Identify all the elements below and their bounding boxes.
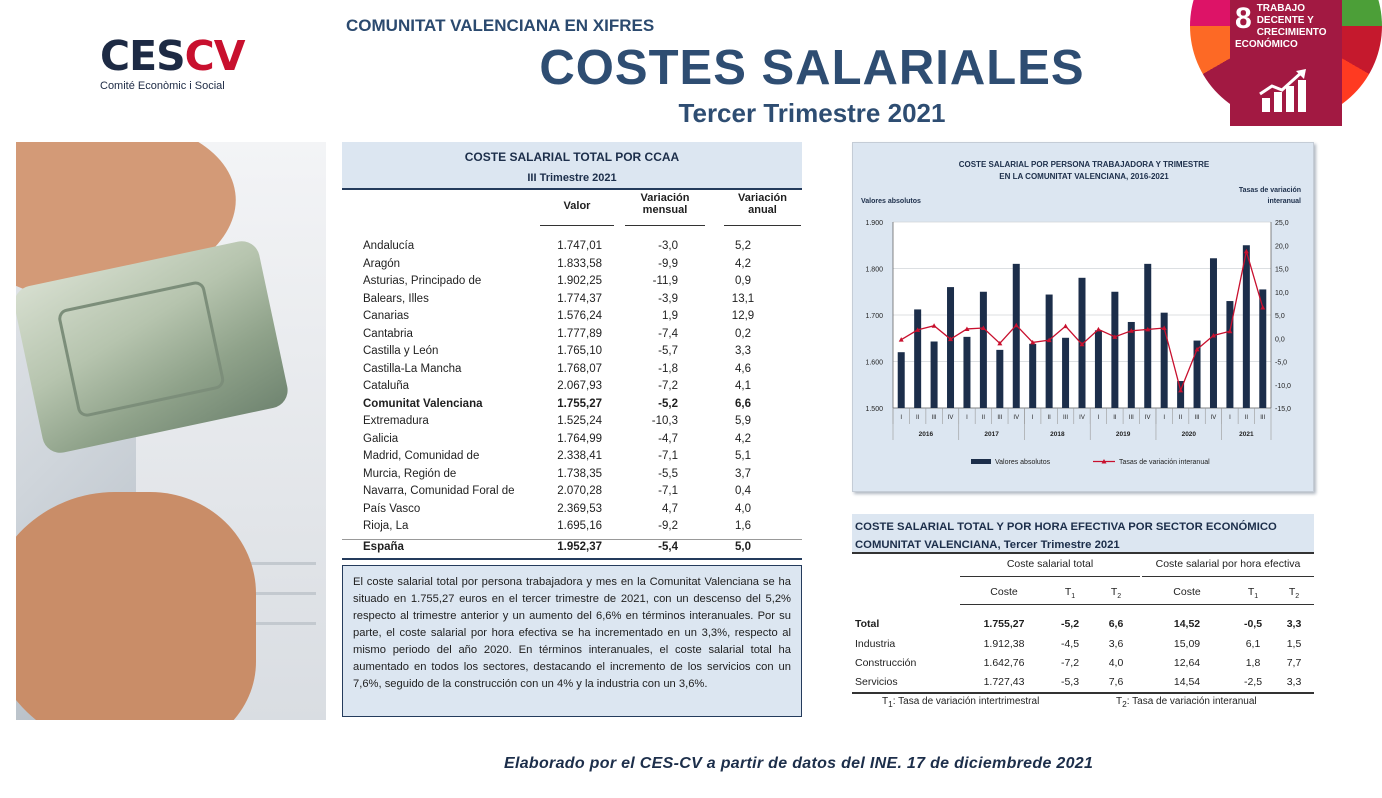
row-valor: 1.833,58 [557,257,602,270]
group-coste-hora: Coste salarial por hora efectiva [1155,558,1301,570]
x-tick-label: IV [947,415,954,421]
sector-row-t2-hora: 1,5 [1286,638,1302,650]
row-valor: 1.768,07 [557,362,602,375]
group2-rule [1142,576,1314,577]
col-t2 [1274,586,1314,600]
sector-row-coste-hora: 14,52 [1173,618,1201,630]
ces-cv-logo [100,32,245,104]
row-name: Galicia [363,432,399,445]
col-t1 [1232,586,1274,600]
x-tick-label: III [1194,415,1200,421]
col-t-letter: T [1247,586,1255,598]
row-anual: 12,9 [731,310,755,322]
x-tick-label: I [966,415,968,421]
ccaa-row [342,398,802,416]
bar [898,352,905,408]
row-valor: 1.902,25 [557,275,602,287]
row-mensual: -3,9 [658,292,678,305]
bar [1046,295,1053,408]
x-tick-label: III [1128,415,1134,421]
year-label: 2021 [1239,431,1254,438]
chart-svg [853,143,1315,493]
chart-ylabel-right: Tasas de variación [1238,187,1301,194]
x-tick-label: II [1047,415,1051,421]
sector-row-coste-hora: 14,54 [1173,676,1201,688]
sector-title-line2: COMUNITAT VALENCIANA, Tercer Trimestre 2021 [855,539,1120,551]
row-name: España [363,541,404,553]
row-mensual: -7,1 [658,485,678,497]
y2-tick-label: -5,0 [1275,359,1288,367]
sdg-goal-box [1230,0,1342,126]
sector-row-t1: -5,2 [1060,618,1080,630]
ccaa-total-row [342,539,802,559]
sector-row-t2-hora: 3,3 [1286,618,1302,630]
year-label: 2018 [1050,431,1065,438]
col-t-sub: 2 [1117,593,1122,601]
salary-chart [852,142,1314,492]
group1-rule [960,576,1140,577]
year-label: 2020 [1181,431,1197,438]
page-subtitle: Tercer Trimestre 2021 [678,98,946,128]
bar [980,292,987,408]
y2-tick-label: 0,0 [1275,336,1285,344]
row-name: Canarias [363,310,410,322]
row-valor: 2.067,93 [557,380,602,392]
row-anual: 1,6 [735,520,751,532]
row-name: Navarra, Comunidad Foral de [363,485,515,497]
legend-swatch-bars [971,459,991,464]
money-handover-photo [16,142,326,720]
chart-ylabel-left: Valores absolutos [861,198,921,205]
row-anual: 13,1 [731,292,755,305]
row-name: País Vasco [363,502,421,515]
ccaa-row [342,345,802,363]
row-name: Balears, Illes [363,292,429,305]
year-label: 2016 [918,431,934,438]
row-anual: 5,2 [735,240,751,252]
y2-tick-label: -10,0 [1275,382,1291,390]
row-valor: 1.777,89 [557,327,602,340]
x-tick-label: IV [1210,415,1217,421]
note-t2: $T_2$: Tasa de variación interanual [1116,696,1257,709]
sector-row-coste-hora: 15,09 [1173,638,1201,650]
logo-wordmark [100,32,245,80]
row-anual: 4,0 [735,502,751,515]
row-valor: 1.755,27 [557,397,602,410]
sector-row-coste: 1.642,76 [983,657,1025,669]
row-valor: 1.952,37 [557,541,602,553]
x-tick-label: I [1031,415,1034,421]
group-coste-total: Coste salarial total [1006,558,1094,570]
row-name: Madrid, Comunidad de [363,450,480,462]
row-name: Comunitat Valenciana [363,397,483,410]
x-tick-label: III [997,415,1003,421]
row-anual: 4,6 [735,362,751,375]
sector-row-t2-hora: 7,7 [1286,657,1302,669]
row-name: Extremadura [363,415,429,427]
sector-row-t2: 4,0 [1108,657,1124,669]
row-anual: 0,2 [735,327,751,340]
row-anual: 5,1 [735,450,751,462]
bar [1128,322,1135,408]
row-valor: 1.525,24 [557,415,602,427]
y2-tick-label: 20,0 [1275,243,1289,251]
x-tick-label: I [1163,415,1166,421]
y-tick-label: 1.500 [865,406,883,413]
col-t-letter: T [1288,586,1296,598]
row-anual: 5,9 [735,415,751,427]
ccaa-row [342,363,802,381]
ccaa-column-headers [342,190,802,236]
logo-tagline: Comité Econòmic i Social [100,80,225,92]
sector-row-t1: -7,2 [1060,657,1080,669]
sector-row-t2-hora: 3,3 [1286,676,1302,688]
bar [963,337,970,408]
sector-col-rule [960,604,1314,605]
row-anual: 3,7 [735,467,751,480]
bar [1029,344,1036,408]
y-tick-label: 1.600 [865,359,883,367]
chart-ylabel-right: interanual [1267,198,1301,205]
sdg-text: TRABAJO DECENTE Y CRECIMIENTO ECONÓMICO [1235,3,1327,50]
row-valor: 1.695,16 [557,520,602,532]
row-anual: 0,9 [735,275,751,287]
row-name: Andalucía [363,240,415,252]
footer-credit: Elaborado por el CES-CV a partir de datos del INE. 17 de diciembrede 2021 [504,755,1094,772]
x-tick-label: III [1260,415,1266,421]
x-tick-label: II [1178,415,1183,421]
row-valor: 2.070,28 [557,485,602,497]
note-t2-text: : Tasa de variación interanual [1126,696,1257,707]
row-name: Castilla-La Mancha [363,362,462,375]
bar [1013,264,1020,408]
bar [947,287,954,408]
row-mensual: -5,4 [658,541,678,553]
chart-title: EN LA COMUNITAT VALENCIANA, 2016-2021 [999,172,1169,181]
x-tick-label: IV [1079,415,1085,421]
row-mensual: -9,2 [658,520,678,532]
col-coste: Coste [990,586,1018,598]
ccaa-table-title: COSTE SALARIAL TOTAL POR CCAA [464,150,680,164]
ccaa-table-header [342,142,802,188]
x-tick-label: IV [1144,415,1151,421]
row-anual: 4,2 [735,432,751,445]
year-label: 2019 [1115,431,1131,438]
ccaa-row [342,380,802,398]
sector-row-t1: -4,5 [1060,638,1080,650]
ccaa-row [342,310,802,328]
row-name: Murcia, Región de [363,467,457,480]
ccaa-row [342,450,802,468]
bar [1111,292,1118,408]
ccaa-row [342,328,802,346]
row-mensual: -3,0 [658,240,678,252]
ccaa-row [342,485,802,503]
ccaa-row [342,503,802,521]
bar [931,342,938,408]
col-variacion-anual: Variación anual [724,192,801,226]
hand-receiving [16,492,256,720]
summary-text: El coste salarial total por persona trabajadora y mes en la Comunitat Valenciana se ha situado en 1.755,27 euros en el tercer trimestre de 2021, con un descenso del 5,2% respecto al trimestre anterior y un aumento del 6,6% en términos interanuales. Por su parte, el coste salarial por hora efectiva se ha incrementado en un 3,3%, respecto al mismo periodo del año 2020. En términos interanuales, el coste salarial total ha aumentado en todos los sectores, destacando el incremento de los servicios con un 7,6%, seguido de la construcción con un 4% y la industria con un 3,6%. [342,565,802,717]
row-name: Asturias, Principado de [363,275,482,287]
row-mensual: -5,5 [658,467,678,480]
col-t-letter: T [1110,586,1118,598]
row-name: Castilla y León [363,345,439,357]
legend-label-line: Tasas de variación interanual [1119,459,1210,466]
sector-row-t2: 3,6 [1108,638,1124,650]
sdg-badge [1190,0,1382,128]
chart-title: COSTE SALARIAL POR PERSONA TRABAJADORA Y TRIMESTRE [958,160,1210,169]
row-valor: 1.765,10 [557,345,602,357]
logo-cv: CV [184,32,245,80]
sector-row-coste: 1.912,38 [983,638,1025,650]
x-tick-label: I [1097,415,1100,421]
x-tick-label: III [1063,415,1069,421]
row-valor: 1.764,99 [557,432,602,445]
x-tick-label: III [931,415,937,421]
x-tick-label: I [900,415,903,421]
row-mensual: -4,7 [658,432,678,445]
y2-tick-label: 5,0 [1275,313,1285,320]
row-valor: 1.738,35 [557,467,602,480]
col-coste: Coste [1173,586,1201,598]
row-valor: 1.747,01 [557,240,602,252]
row-name: Rioja, La [363,520,409,532]
row-valor: 1.576,24 [557,310,602,322]
x-tick-label: II [1113,415,1117,421]
col-t-sub: 1 [1254,593,1259,601]
row-mensual: -11,9 [652,275,678,287]
col-valor: Valor [540,200,614,226]
row-mensual: -10,3 [651,415,678,427]
row-anual: 4,2 [735,257,751,270]
sector-row-coste: 1.727,43 [983,676,1025,688]
y2-tick-label: 25,0 [1275,220,1289,227]
sector-table-header [852,514,1314,552]
y-tick-label: 1.700 [865,313,883,320]
y2-tick-label: -15,0 [1275,406,1291,413]
sector-row-name: Total [855,618,880,630]
col-t-sub: 2 [1295,593,1300,601]
row-mensual: 4,7 [662,502,678,515]
sector-row-t1: -5,3 [1060,676,1080,688]
ccaa-row [342,433,802,451]
sector-table [852,514,1314,714]
sector-rule-top [852,552,1314,554]
sector-row-t1-hora: -0,5 [1243,618,1263,630]
x-tick-label: II [1244,415,1249,421]
sector-title-line1: COSTE SALARIAL TOTAL Y POR HORA EFECTIVA POR SECTOR ECONÓMICO [855,521,1277,533]
ccaa-row [342,293,802,311]
row-mensual: -1,8 [658,362,678,375]
legend-label-bars: Valores absolutos [995,459,1051,466]
row-anual: 5,0 [735,541,751,553]
ccaa-row [342,240,802,258]
ccaa-rule-bottom [342,558,802,560]
x-tick-label: I [1229,415,1231,421]
row-valor: 1.774,37 [557,292,602,305]
row-mensual: -5,7 [658,345,678,357]
col-t-sub: 1 [1071,593,1076,601]
row-mensual: -7,1 [658,450,678,462]
row-mensual: -9,9 [658,257,678,270]
note-t1-sub: 1 [888,699,893,709]
ccaa-row [342,275,802,293]
ccaa-row [342,258,802,276]
sector-grid [852,552,1314,692]
ccaa-table-period: III Trimestre 2021 [527,172,617,184]
bar [996,350,1003,408]
bar [1095,330,1102,408]
ccaa-table [342,142,802,560]
page-title: COSTES SALARIALES [539,41,1085,95]
col-variacion-mensual: Variación mensual [625,192,705,226]
note-t1: $T_1$: Tasa de variación intertrimestral [882,696,1040,709]
sector-row-name: Construcción [855,657,917,669]
col-t1 [1048,586,1092,600]
year-label: 2017 [984,431,999,438]
note-t2-sub: 2 [1122,699,1127,709]
sector-row-coste-hora: 12,64 [1173,657,1201,669]
bar [1062,338,1069,408]
bar [1243,245,1250,408]
note-t1-text: : Tasa de variación intertrimestral [892,696,1040,707]
bar [914,309,921,408]
y2-tick-label: 10,0 [1275,289,1289,297]
row-name: Aragón [363,257,401,270]
row-anual: 0,4 [735,485,751,497]
row-valor: 2.369,53 [557,502,602,515]
sdg-number: 8 [1235,2,1252,35]
col-t2 [1092,586,1140,600]
sector-row-t1-hora: 6,1 [1245,638,1261,650]
col-t-letter: T [1064,586,1072,598]
sector-row-t2: 6,6 [1108,618,1124,630]
y-tick-label: 1.900 [865,220,883,227]
row-anual: 3,3 [735,345,751,357]
row-anual: 6,6 [735,397,751,410]
y2-tick-label: 15,0 [1275,266,1289,274]
kicker: COMUNITAT VALENCIANA EN XIFRES [346,16,655,35]
sector-row-t1-hora: 1,8 [1245,657,1261,669]
sector-row-name: Servicios [855,676,898,688]
bar [1144,264,1151,408]
total-row [342,541,802,559]
x-tick-label: II [981,415,986,421]
row-name: Cataluña [363,380,410,392]
y-tick-label: 1.800 [865,266,883,274]
sector-rule-bottom [852,692,1314,694]
sector-row-t1-hora: -2,5 [1243,676,1263,688]
banknote-frame [56,280,226,419]
ccaa-rows [342,240,802,538]
sector-row-coste: 1.755,27 [983,618,1025,630]
sector-row-t2: 7,6 [1108,676,1124,688]
ccaa-row [342,520,802,538]
x-tick-label: IV [1013,415,1020,421]
row-valor: 2.338,41 [557,450,602,462]
growth-chart-icon [1258,68,1314,114]
row-name: Cantabria [363,327,413,340]
logo-ces: CES [100,32,185,80]
ccaa-row [342,415,802,433]
x-tick-label: II [915,415,920,421]
sector-row-name: Industria [855,638,896,650]
row-anual: 4,1 [735,380,751,392]
row-mensual: -7,2 [658,380,678,392]
row-mensual: -5,2 [658,397,678,410]
row-mensual: 1,9 [662,310,678,322]
ccaa-row [342,468,802,486]
row-mensual: -7,4 [658,327,678,340]
